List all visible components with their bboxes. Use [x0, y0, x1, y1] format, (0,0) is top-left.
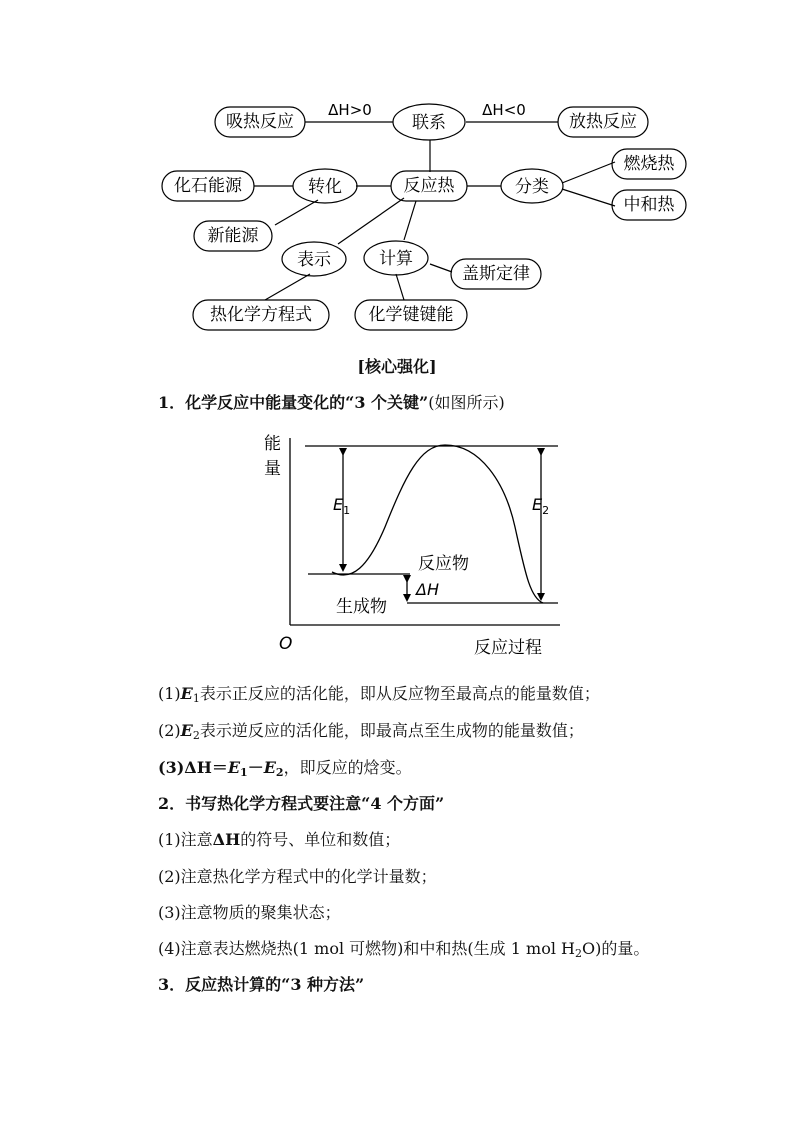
item2-point-4: (4)注意表达燃烧热(1 mol 可燃物)和中和热(生成 1 mol $H_2O$)的量。 [158, 939, 650, 960]
item2-point-1: (1)注意ΔH的符号、单位和数值； [158, 830, 401, 849]
e2-label: $E_2$ [532, 495, 550, 517]
node-classify-label: 分类 [515, 177, 549, 197]
node-thermoeq-label: 热化学方程式 [210, 305, 312, 325]
product-label: 生成物 [336, 597, 387, 617]
node-combustion-label: 燃烧热 [623, 154, 675, 174]
item2-point-2: (2)注意热化学方程式中的化学计量数； [158, 867, 437, 886]
node-bondenergy-label: 化学键键能 [368, 305, 454, 325]
edge-express-heat [338, 198, 404, 244]
concept-map [0, 0, 794, 345]
item3-heading: 3．反应热计算的“3 种方法” [158, 975, 365, 994]
item2-point-3: (3)注意物质的聚集状态； [158, 903, 341, 922]
node-heat-label: 反应热 [403, 176, 455, 196]
y-axis-label-1: 能 [264, 434, 281, 454]
node-convert-label: 转化 [308, 177, 342, 197]
origin-label: O [279, 634, 293, 654]
edge-classify-combustion [562, 162, 615, 183]
x-axis-label: 反应过程 [474, 638, 542, 658]
edge-newenergy-convert [275, 200, 318, 225]
edge-express-thermoeq [265, 274, 310, 300]
item1-point-2: $(2)E_2$表示逆反应的活化能，即最高点至生成物的能量数值； [158, 721, 584, 742]
item1-note: (如图所示) [428, 393, 505, 412]
item1-point-3: $(3)\Delta H=E_1-E_2$，即反应的焓变。 [158, 758, 412, 779]
edge-calc-hess [430, 264, 452, 272]
item1-number: 1． [158, 393, 186, 412]
edge-label-dh-positive: ΔH>0 [328, 101, 372, 119]
node-express-label: 表示 [297, 250, 331, 270]
node-calc-label: 计算 [379, 249, 413, 269]
node-fossil-label: 化石能源 [174, 176, 242, 196]
item1-title: 化学反应中能量变化的“3 个关键” [185, 393, 429, 412]
edge-classify-neutral [562, 189, 615, 206]
e1-label: $E_1$ [333, 495, 351, 517]
node-hess-label: 盖斯定律 [462, 264, 530, 284]
item1-heading [158, 393, 505, 413]
node-absorb-label: 吸热反应 [226, 112, 294, 132]
section-title: [核心强化] [357, 357, 437, 376]
node-release-label: 放热反应 [569, 112, 637, 132]
dh-label: ΔH [416, 580, 439, 599]
item2-heading: 2．书写热化学方程式要注意“4 个方面” [158, 794, 445, 813]
node-newenergy-label: 新能源 [207, 226, 259, 246]
node-link-label: 联系 [412, 113, 446, 133]
node-neutral-label: 中和热 [623, 195, 675, 215]
edge-calc-heat [404, 201, 416, 240]
reactant-label: 反应物 [418, 554, 469, 574]
energy-diagram [0, 422, 794, 662]
y-axis-label-2: 量 [264, 459, 281, 479]
item1-point-1: $(1)E_1$表示正反应的活化能，即从反应物至最高点的能量数值； [158, 684, 600, 705]
edge-label-dh-negative: ΔH<0 [482, 101, 526, 119]
edge-calc-bondenergy [396, 274, 404, 300]
